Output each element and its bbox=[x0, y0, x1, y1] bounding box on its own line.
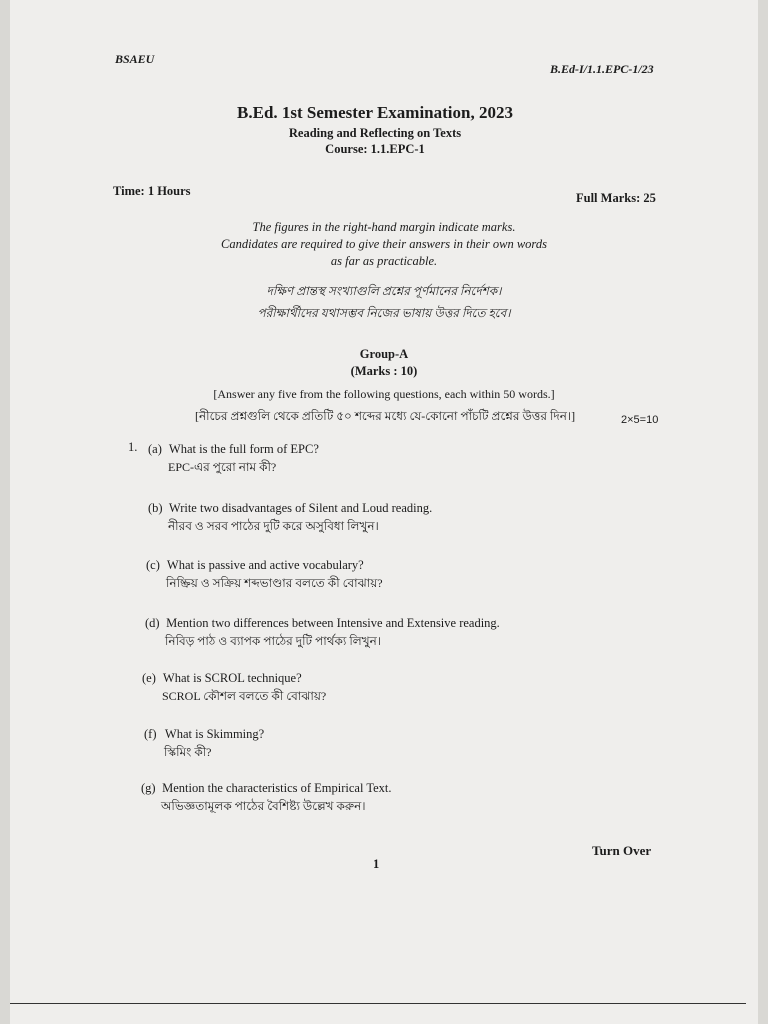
answer-instruction-bengali: [নীচের প্রশ্নগুলি থেকে প্রতিটি ৫০ শব্দের মধ্যে যে-কোনো পাঁচটি প্রশ্নের উত্তর দিন।] bbox=[195, 409, 576, 423]
question-text: What is SCROL technique? bbox=[162, 671, 302, 685]
group-heading bbox=[10, 346, 758, 380]
question-label: (c) bbox=[146, 558, 160, 572]
question-text-bn: স্কিমিং কী? bbox=[164, 745, 212, 759]
question-label: (a) bbox=[148, 442, 162, 456]
instructions-english bbox=[10, 219, 758, 270]
instruction-line-bn: দক্ষিণ প্রান্তস্থ সংখ্যাগুলি প্রশ্নের পূর্ণমানের নির্দেশক। bbox=[266, 284, 502, 298]
question-text: Mention the characteristics of Empirical Text. bbox=[162, 781, 392, 795]
institution-code: BSAEU bbox=[115, 52, 155, 66]
question-item bbox=[148, 440, 319, 476]
exam-time: Time: 1 Hours bbox=[113, 184, 191, 198]
answer-instruction-english: [Answer any five from the following questions, each within 50 words.] bbox=[213, 387, 555, 401]
full-marks: Full Marks: 25 bbox=[576, 191, 656, 205]
question-label: (f) bbox=[144, 727, 157, 741]
question-item bbox=[142, 669, 326, 705]
question-text-bn: EPC-এর পুরো নাম কী? bbox=[168, 460, 277, 474]
instruction-line: Candidates are required to give their answers in their own words bbox=[221, 237, 547, 251]
question-item bbox=[148, 499, 432, 535]
question-text-bn: নীরব ও সরব পাঠের দুটি করে অসুবিধা লিখুন। bbox=[168, 519, 379, 533]
question-item bbox=[145, 614, 500, 650]
question-item bbox=[146, 556, 383, 592]
question-text-bn: নিষ্ক্রিয় ও সক্রিয় শব্দভাণ্ডার বলতে কী বোঝায়? bbox=[166, 576, 383, 590]
question-text-bn: SCROL কৌশল বলতে কী বোঝায়? bbox=[162, 689, 327, 703]
group-title: Group-A bbox=[359, 347, 409, 361]
question-text-bn: নিবিড় পাঠ ও ব্যাপক পাঠের দুটি পার্থক্য লিখুন। bbox=[165, 634, 382, 648]
question-text: Write two disadvantages of Silent and Loud reading. bbox=[168, 501, 433, 515]
exam-paper bbox=[10, 0, 758, 1024]
paper-code: B.Ed-I/1.1.EPC-1/23 bbox=[550, 62, 654, 76]
instructions-bengali bbox=[10, 280, 758, 324]
instruction-line: The figures in the right-hand margin indicate marks. bbox=[252, 220, 516, 234]
exam-subtitle: Reading and Reflecting on Texts bbox=[288, 126, 462, 140]
exam-title: B.Ed. 1st Semester Examination, 2023 bbox=[237, 103, 513, 122]
question-label: (e) bbox=[142, 671, 156, 685]
turn-over-label: Turn Over bbox=[592, 843, 652, 858]
question-item bbox=[144, 725, 264, 761]
question-text: Mention two differences between Intensive and Extensive reading. bbox=[166, 616, 500, 630]
instruction-line: as far as practicable. bbox=[330, 254, 438, 268]
group-marks: (Marks : 10) bbox=[350, 364, 418, 378]
bottom-divider bbox=[10, 1003, 746, 1004]
question-text-bn: অভিজ্ঞতামূলক পাঠের বৈশিষ্ট্য উল্লেখ করুন। bbox=[161, 799, 366, 813]
question-label: (d) bbox=[145, 616, 160, 630]
question-number: 1. bbox=[128, 440, 138, 454]
marks-allocation: 2×5=10 bbox=[621, 414, 659, 426]
question-item bbox=[141, 779, 392, 815]
instruction-line-bn: পরীক্ষার্থীদের যথাসম্ভব নিজের ভাষায় উত্তর দিতে হবে। bbox=[257, 306, 511, 320]
course-code: Course: 1.1.EPC-1 bbox=[325, 142, 425, 156]
question-text: What is Skimming? bbox=[164, 727, 265, 741]
question-text: What is passive and active vocabulary? bbox=[166, 558, 364, 572]
question-label: (g) bbox=[141, 781, 156, 795]
question-label: (b) bbox=[148, 501, 163, 515]
question-text: What is the full form of EPC? bbox=[168, 442, 319, 456]
page-number: 1 bbox=[373, 857, 380, 871]
